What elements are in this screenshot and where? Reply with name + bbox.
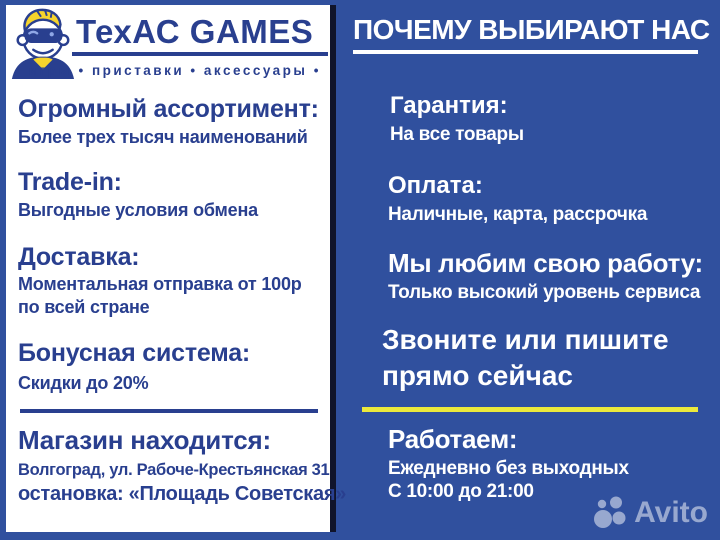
avito-watermark — [593, 496, 708, 530]
why-us-underline — [353, 50, 698, 54]
bonus-heading: Бонусная система: — [18, 339, 251, 367]
warranty-heading: Гарантия: — [390, 92, 508, 119]
payment-text: Наличные, карта, рассрочка — [388, 204, 648, 225]
service-text: Только высокий уровень сервиса — [388, 282, 701, 303]
assortment-text: Более трех тысяч наименований — [18, 127, 308, 147]
bonus-text: Скидки до 20% — [18, 373, 149, 393]
location-heading: Магазин находится: — [18, 425, 271, 455]
payment-heading: Оплата: — [388, 172, 483, 199]
brand-title: ТехАС GAMES — [76, 13, 314, 50]
delivery-text-1: Моментальная отправка от 100р — [18, 274, 302, 294]
hours-text-1: Ежедневно без выходных — [388, 458, 629, 479]
service-heading: Мы любим свою работу: — [388, 248, 703, 278]
tradein-heading: Trade-in: — [18, 168, 122, 196]
location-address: Волгоград, ул. Рабоче-Крестьянская 31 — [18, 461, 330, 479]
delivery-text-2: по всей стране — [18, 297, 150, 317]
warranty-text: На все товары — [390, 124, 524, 145]
cta-line-1: Звоните или пишите — [382, 324, 669, 355]
left-divider — [20, 409, 318, 413]
left-panel — [6, 5, 347, 532]
brand-underline — [72, 52, 328, 56]
cta-line-2: прямо сейчас — [382, 360, 573, 391]
delivery-heading: Доставка: — [18, 243, 140, 271]
hours-heading: Работаем: — [388, 424, 518, 454]
yellow-divider — [362, 407, 698, 412]
assortment-heading: Огромный ассортимент: — [18, 95, 319, 123]
brand-tagline: • игры • приставки • аксессуары • — [15, 63, 321, 78]
avito-logo-icon — [593, 496, 629, 530]
location-stop: остановка: «Площадь Советская» — [18, 483, 347, 505]
hours-text-2: С 10:00 до 21:00 — [388, 481, 534, 502]
why-us-title: ПОЧЕМУ ВЫБИРАЮТ НАС — [353, 14, 710, 45]
avito-watermark-text: Avito — [634, 496, 708, 529]
tradein-text: Выгодные условия обмена — [18, 200, 258, 220]
